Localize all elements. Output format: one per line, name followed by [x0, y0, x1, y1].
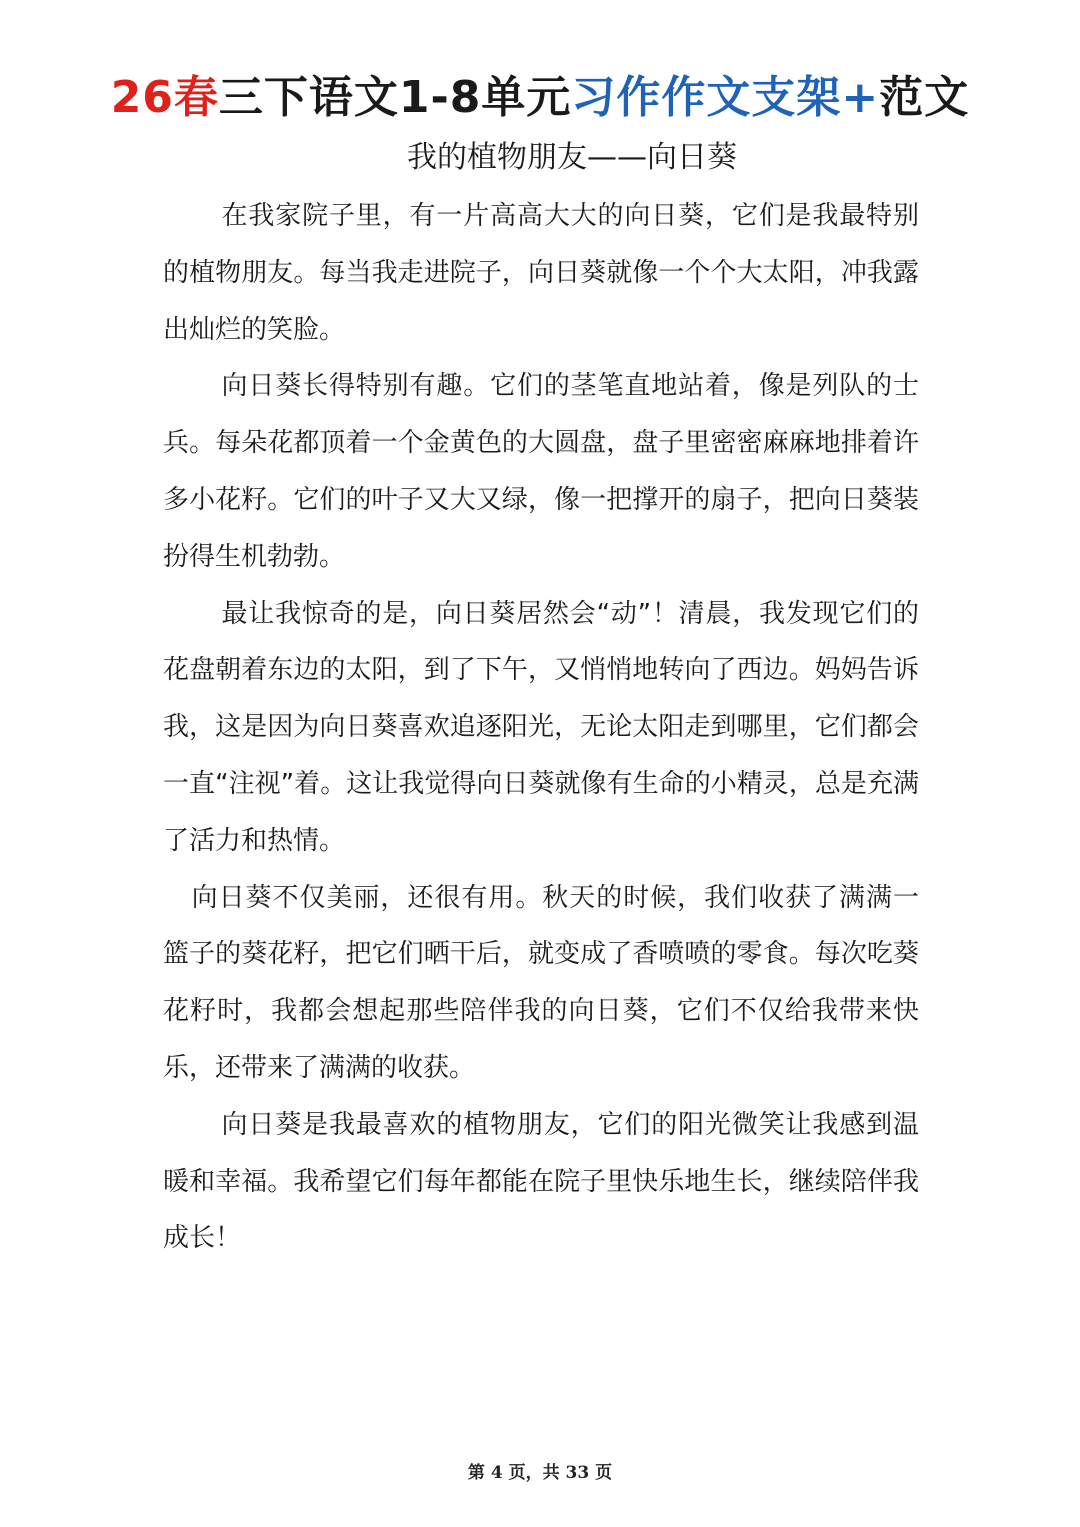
banner-blue-text: 习作作文支架+: [571, 72, 880, 123]
page-number: 第 4 页，共 33 页: [467, 1463, 613, 1483]
essay-paragraph-5: 向日葵是我最喜欢的植物朋友，它们的阳光微笑让我感到温暖和幸福。我希望它们每年都能在院子里快乐地生长，继续陪伴我成长！: [163, 1109, 919, 1254]
banner-red-text: 26春: [110, 72, 219, 123]
essay-title: 我的植物朋友——向日葵: [407, 140, 737, 175]
essay-paragraph-2: 向日葵长得特别有趣。它们的茎笔直地站着，像是列队的士兵。每朵花都顶着一个金黄色的大圆盘，盘子里密密麻麻地排着许多小花籽。它们的叶子又大又绿，像一把撑开的扇子，把向日葵装扮得生机勃勃。: [163, 371, 919, 572]
banner-black-text-2: 范文: [879, 72, 970, 123]
essay-body: [163, 188, 919, 1267]
banner-black-text-1: 三下语文1-8单元: [218, 72, 572, 123]
essay-paragraph-3: 最让我惊奇的是，向日葵居然会“动”！清晨，我发现它们的花盘朝着东边的太阳，到了下午，又悄悄地转向了西边。妈妈告诉我，这是因为向日葵喜欢追逐阳光，无论太阳走到哪里，它们都会一直“注视”着。这让我觉得向日葵就像有生命的小精灵，总是充满了活力和热情。: [163, 598, 919, 856]
essay-paragraph-1: 在我家院子里，有一片高高大大的向日葵，它们是我最特别的植物朋友。每当我走进院子，向日葵就像一个个大太阳，冲我露出灿烂的笑脸。: [163, 201, 919, 345]
essay-paragraph-4: 向日葵不仅美丽，还很有用。秋天的时候，我们收获了满满一篮子的葵花籽，把它们晒干后，就变成了香喷喷的零食。每次吃葵花籽时，我都会想起那些陪伴我的向日葵，它们不仅给我带来快乐，还带来了满满的收获。: [163, 882, 919, 1083]
document-banner: [0, 68, 1080, 128]
